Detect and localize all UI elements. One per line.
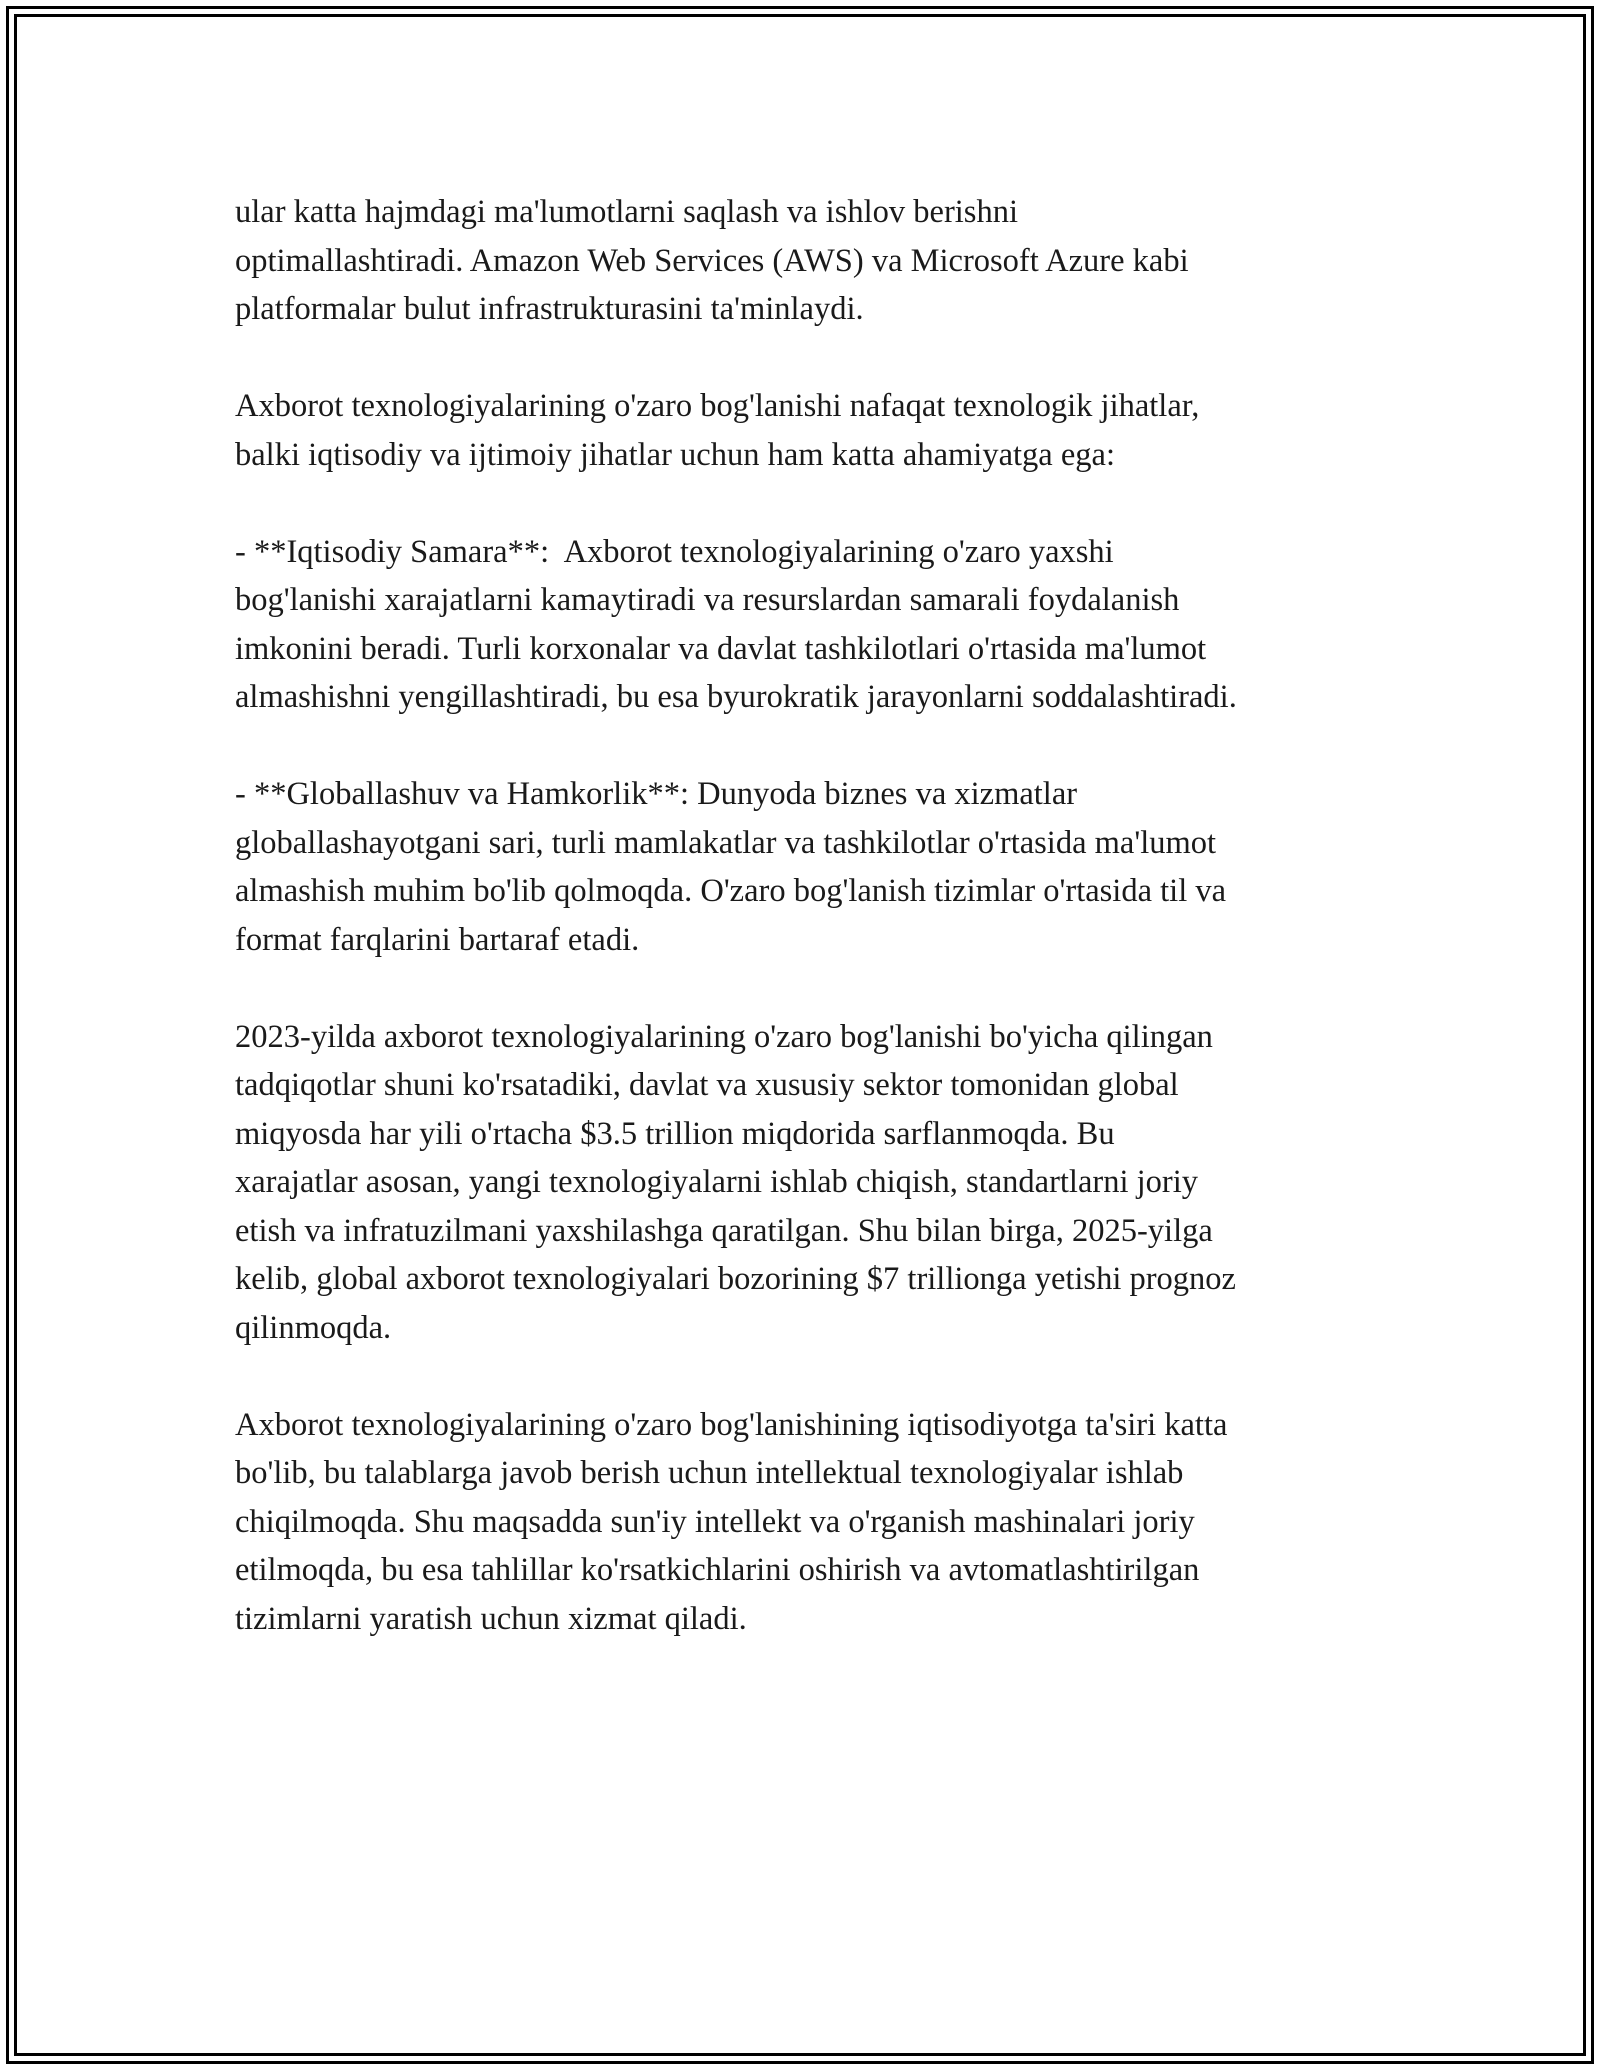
text-line: miqyosda har yili o'rtacha $3.5 trillion miqdorida sarflanmoqda. Bu (235, 1115, 1115, 1152)
text-line: imkonini beradi. Turli korxonalar va davlat tashkilotlari o'rtasida ma'lumot (235, 630, 1207, 667)
text-line: etilmoqda, bu esa tahlillar ko'rsatkichlarini oshirish va avtomatlashtirilgan (235, 1552, 1200, 1588)
text-line: xarajatlar asosan, yangi texnologiyalarni ishlab chiqish, standartlarni joriy (235, 1164, 1198, 1200)
text-line: platformalar bulut infrastrukturasini ta'minlaydi. (235, 291, 864, 327)
text-line: almashish muhim bo'lib qolmoqda. O'zaro bog'lanish tizimlar o'rtasida til va (235, 873, 1227, 909)
text-line: globallashayotgani sari, turli mamlakatlar va tashkilotlar o'rtasida ma'lumot (235, 824, 1217, 861)
text-line: bo'lib, bu talablarga javob berish uchun intellektual texnologiyalar ishlab (235, 1455, 1184, 1491)
text-line: - **Globallashuv va Hamkorlik**: Dunyoda biznes va xizmatlar (235, 776, 1078, 812)
text-line: - **Iqtisodiy Samara**: Axborot texnologiyalarining o'zaro yaxshi (235, 533, 1114, 570)
paragraph (235, 1401, 1385, 1644)
text-line: tadqiqotlar shuni ko'rsatadiki, davlat va xususiy sektor tomonidan global (235, 1067, 1179, 1103)
text-line: 2023-yilda axborot texnologiyalarining o'zaro bog'lanishi bo'yicha qilingan (235, 1018, 1213, 1055)
document-body (235, 188, 1385, 1692)
text-line: chiqilmoqda. Shu maqsadda sun'iy intellekt va o'rganish mashinalari joriy (235, 1503, 1195, 1540)
paragraph (235, 382, 1385, 479)
paragraph (235, 1013, 1385, 1353)
text-line: balki iqtisodiy va ijtimoiy jihatlar uchun ham katta ahamiyatga ega: (235, 436, 1115, 473)
text-line: Axborot texnologiyalarining o'zaro bog'lanishining iqtisodiyotga ta'siri katta (235, 1406, 1228, 1443)
text-line: qilinmoqda. (235, 1309, 392, 1346)
paragraph (235, 770, 1385, 964)
text-line: kelib, global axborot texnologiyalari bozorining $7 trillionga yetishi prognoz (235, 1261, 1236, 1297)
text-line: optimallashtiradi. Amazon Web Services (AWS) va Microsoft Azure kabi (235, 242, 1189, 279)
text-line: ular katta hajmdagi ma'lumotlarni saqlash va ishlov berishni (235, 194, 1018, 230)
text-line: Axborot texnologiyalarining o'zaro bog'lanishi nafaqat texnologik jihatlar, (235, 388, 1200, 424)
paragraph (235, 188, 1385, 334)
text-line: bog'lanishi xarajatlarni kamaytiradi va resurslardan samarali foydalanish (235, 582, 1180, 618)
text-line: etish va infratuzilmani yaxshilashga qaratilgan. Shu bilan birga, 2025-yilga (235, 1212, 1213, 1249)
text-line: tizimlarni yaratish uchun xizmat qiladi. (235, 1600, 747, 1637)
text-line: almashishni yengillashtiradi, bu esa byurokratik jarayonlarni soddalashtiradi. (235, 679, 1237, 715)
paragraph (235, 528, 1385, 722)
text-line: format farqlarini bartaraf etadi. (235, 921, 640, 958)
